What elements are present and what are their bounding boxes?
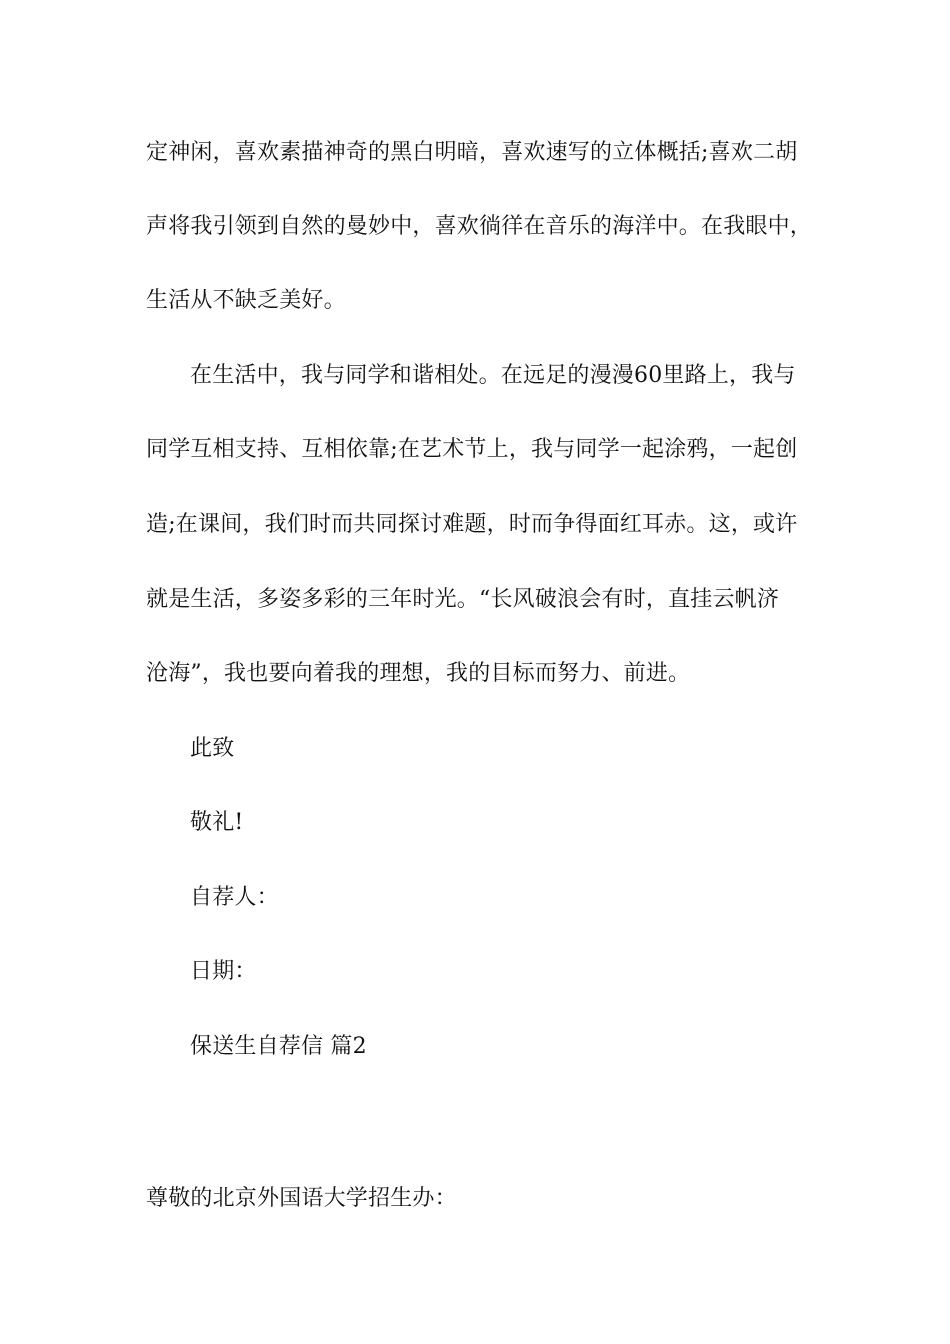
paragraph-line: 沧海”，我也要向着我的理想，我的目标而努力、前进。 bbox=[146, 661, 691, 686]
date-label: 日期： bbox=[190, 959, 257, 984]
section-title: 保送生自荐信 篇2 bbox=[190, 1034, 367, 1059]
paragraph-line: 造;在课间，我们时而共同探讨难题，时而争得面红耳赤。这，或许 bbox=[146, 512, 798, 537]
paragraph-line: 定神闲，喜欢素描神奇的黑白明暗，喜欢速写的立体概括;喜欢二胡 bbox=[146, 140, 798, 165]
closing-salutation: 此致 bbox=[190, 736, 235, 761]
closing-respect: 敬礼! bbox=[190, 810, 244, 835]
greeting: 尊敬的北京外国语大学招生办： bbox=[146, 1186, 457, 1211]
paragraph-line: 就是生活，多姿多彩的三年时光。“长风破浪会有时，直挂云帆济 bbox=[146, 587, 780, 612]
paragraph-line: 在生活中，我与同学和谐相处。在远足的漫漫60里路上，我与 bbox=[190, 363, 796, 388]
signer-label: 自荐人： bbox=[190, 885, 279, 910]
paragraph-line: 声将我引领到自然的曼妙中，喜欢徜徉在音乐的海洋中。在我眼中， bbox=[146, 214, 813, 239]
paragraph-line: 同学互相支持、互相依靠;在艺术节上，我与同学一起涂鸦，一起创 bbox=[146, 437, 798, 462]
paragraph-line: 生活从不缺乏美好。 bbox=[146, 288, 346, 313]
